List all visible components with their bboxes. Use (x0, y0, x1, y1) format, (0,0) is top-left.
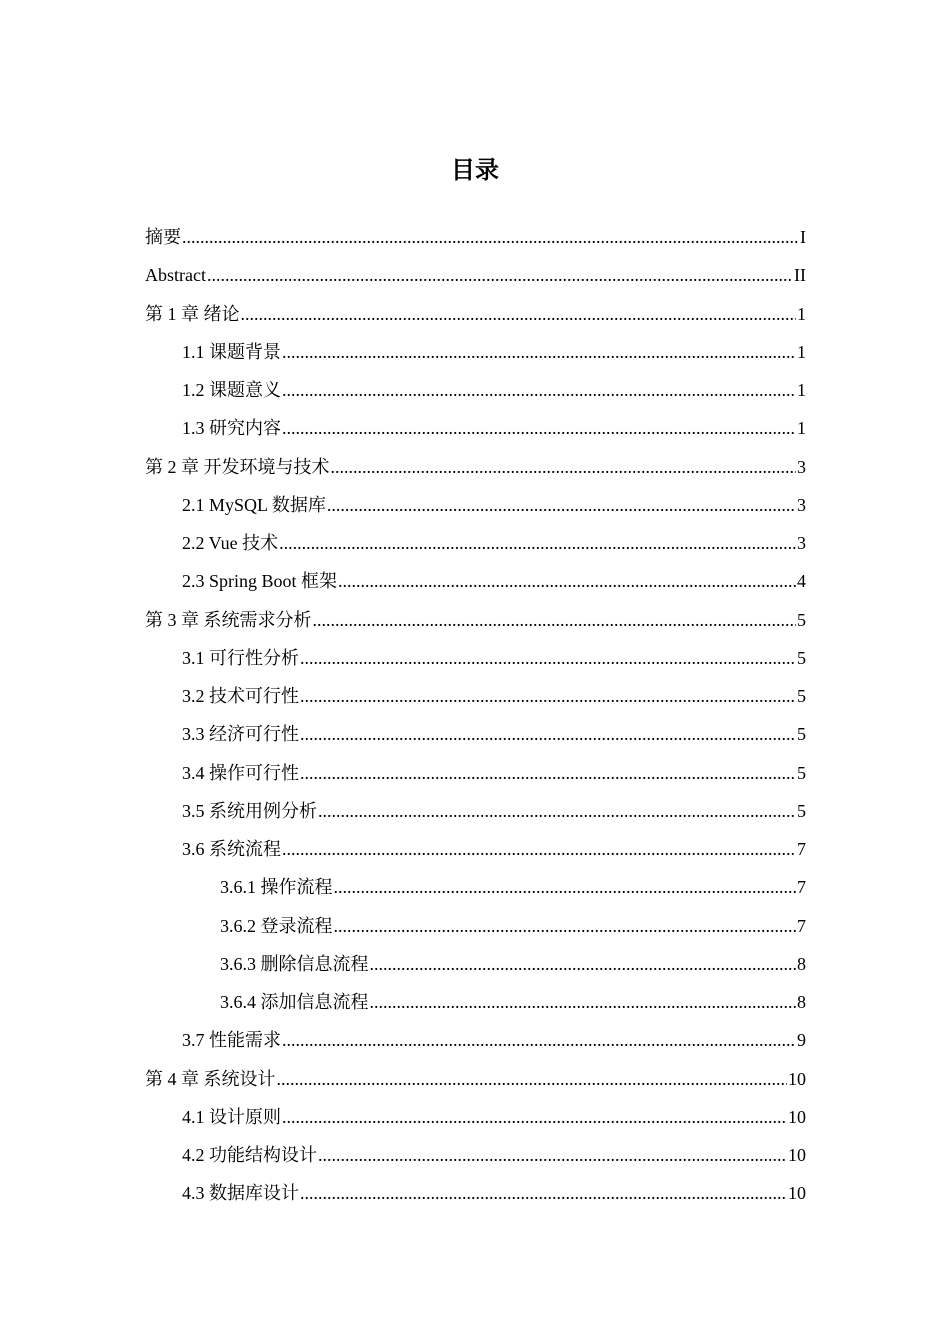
toc-dot-leader (338, 562, 796, 600)
toc-entry-text: 第 1 章 绪论 (145, 303, 240, 324)
toc-dot-leader (370, 945, 797, 983)
toc-page-number: 3 (797, 456, 806, 477)
toc-page-number: I (800, 227, 806, 247)
toc-dot-leader (282, 333, 796, 371)
toc-entry-text: 3.4 操作可行性 (182, 762, 299, 783)
toc-dot-leader (300, 754, 796, 792)
toc-list (145, 218, 806, 1213)
toc-dot-leader (282, 409, 796, 447)
toc-entry[interactable] (145, 983, 806, 1021)
toc-page-number: 10 (788, 1106, 806, 1127)
toc-page-number: 5 (797, 609, 806, 630)
toc-page-number: 8 (797, 953, 806, 974)
toc-entry-text: 第 3 章 系统需求分析 (145, 609, 312, 630)
toc-entry-text: 2.2 Vue 技术 (182, 533, 279, 553)
toc-page-number: 8 (797, 992, 806, 1012)
toc-dot-leader (279, 524, 796, 562)
toc-dot-leader (300, 677, 796, 715)
toc-dot-leader (282, 371, 796, 409)
toc-dot-leader (300, 639, 796, 677)
toc-entry-text: 2.3 Spring Boot 框架 (182, 571, 338, 592)
toc-page-number: 1 (797, 418, 806, 439)
toc-entry[interactable] (145, 754, 806, 792)
toc-page-number: 5 (797, 724, 806, 745)
toc-entry[interactable] (145, 409, 806, 447)
toc-entry-text: 2.1 MySQL 数据库 (182, 494, 326, 515)
toc-page-number: 10 (788, 1068, 806, 1089)
toc-entry[interactable] (145, 256, 806, 294)
toc-page-number: 5 (797, 647, 806, 668)
toc-entry-text: 3.5 系统用例分析 (182, 800, 317, 821)
toc-dot-leader (300, 1174, 787, 1212)
toc-dot-leader (277, 1060, 788, 1098)
toc-dot-leader (207, 256, 793, 294)
toc-page-number: 5 (797, 686, 806, 706)
toc-dot-leader (370, 983, 797, 1021)
toc-page-number: 7 (797, 915, 806, 936)
toc-entry[interactable] (145, 371, 806, 409)
toc-entry[interactable] (145, 1174, 806, 1212)
toc-page-number: 10 (788, 1145, 806, 1165)
toc-dot-leader (318, 1136, 787, 1174)
toc-entry[interactable] (145, 1060, 806, 1098)
toc-entry-text: 1.3 研究内容 (182, 418, 281, 439)
toc-entry-text: 3.1 可行性分析 (182, 647, 299, 668)
toc-entry[interactable] (145, 562, 806, 600)
toc-entry-text: 3.6.4 添加信息流程 (220, 992, 369, 1012)
toc-entry-text: 1.1 课题背景 (182, 341, 281, 362)
toc-page-number: 5 (797, 800, 806, 821)
toc-title: 目录 (451, 156, 499, 184)
toc-entry[interactable] (145, 792, 806, 830)
toc-page-number: 7 (797, 877, 806, 898)
toc-entry-text: 4.2 功能结构设计 (182, 1145, 317, 1165)
toc-page-number: 4 (797, 571, 806, 592)
toc-entry-text: 4.1 设计原则 (182, 1106, 281, 1127)
toc-entry-text: 1.2 课题意义 (182, 380, 281, 400)
toc-entry[interactable] (145, 448, 806, 486)
toc-entry[interactable] (145, 1098, 806, 1136)
toc-page-number: II (794, 265, 806, 286)
toc-page-number: 1 (797, 380, 806, 400)
toc-entry[interactable] (145, 715, 806, 753)
toc-entry[interactable] (145, 524, 806, 562)
toc-entry-text: 4.3 数据库设计 (182, 1183, 299, 1204)
toc-entry[interactable] (145, 868, 806, 906)
toc-page-number: 9 (797, 1030, 806, 1051)
toc-dot-leader (282, 1021, 796, 1059)
toc-entry-text: 第 4 章 系统设计 (145, 1068, 276, 1089)
toc-page-number: 1 (797, 341, 806, 362)
toc-entry[interactable] (145, 830, 806, 868)
toc-entry-text: 3.6.1 操作流程 (220, 877, 333, 898)
toc-entry-text: 3.6.2 登录流程 (220, 915, 333, 936)
toc-page-number: 3 (797, 494, 806, 515)
toc-entry[interactable] (145, 295, 806, 333)
toc-entry[interactable] (145, 601, 806, 639)
toc-dot-leader (331, 448, 797, 486)
toc-page-number: 10 (788, 1183, 806, 1204)
toc-entry-text: 3.2 技术可行性 (182, 686, 299, 706)
toc-page-number: 5 (797, 762, 806, 783)
toc-dot-leader (318, 792, 796, 830)
toc-dot-leader (282, 830, 796, 868)
toc-dot-leader (282, 1098, 787, 1136)
toc-entry[interactable] (145, 486, 806, 524)
toc-entry-text: 摘要 (145, 227, 181, 247)
toc-entry[interactable] (145, 945, 806, 983)
toc-dot-leader (241, 295, 797, 333)
toc-entry[interactable] (145, 907, 806, 945)
toc-dot-leader (334, 907, 797, 945)
toc-dot-leader (327, 486, 796, 524)
toc-dot-leader (182, 218, 799, 256)
toc-entry[interactable] (145, 677, 806, 715)
toc-entry-text: 3.6 系统流程 (182, 839, 281, 859)
toc-entry-text: 3.3 经济可行性 (182, 724, 299, 745)
toc-page-number: 1 (797, 303, 806, 324)
toc-entry-text: Abstract (145, 265, 206, 286)
toc-entry[interactable] (145, 1136, 806, 1174)
toc-entry-text: 3.6.3 删除信息流程 (220, 953, 369, 974)
toc-entry[interactable] (145, 1021, 806, 1059)
toc-dot-leader (313, 601, 797, 639)
toc-entry-text: 第 2 章 开发环境与技术 (145, 456, 330, 477)
toc-entry[interactable] (145, 218, 806, 256)
toc-dot-leader (334, 868, 797, 906)
toc-entry[interactable] (145, 639, 806, 677)
toc-dot-leader (300, 715, 796, 753)
toc-entry[interactable] (145, 333, 806, 371)
toc-entry-text: 3.7 性能需求 (182, 1030, 281, 1051)
toc-page-number: 3 (797, 533, 806, 553)
toc-page-number: 7 (797, 839, 806, 859)
